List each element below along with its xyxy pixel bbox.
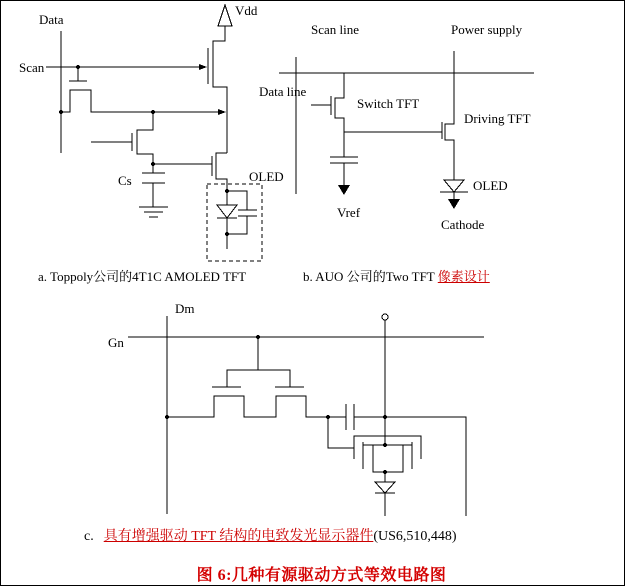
oled-diode-b-leads [440,192,468,199]
switch-tft-body [335,73,344,132]
circuit-a [19,3,284,261]
junction-dot [383,443,387,447]
label-scan-line: Scan line [311,22,360,37]
caption-b-text: b. AUO 公司的Two TFT [303,269,435,284]
terminal-circle [382,314,388,320]
rail-arrowhead [218,109,226,115]
caption-panel-b [303,266,490,285]
oled-diode-b [444,180,464,192]
label-dm: Dm [175,301,195,316]
box-tft-gatelead [328,417,354,448]
junction-dot [383,415,387,419]
driving-tft-a [213,26,227,153]
label-switch-tft: Switch TFT [357,96,420,111]
tft1-gate [69,67,87,81]
label-data: Data [39,12,64,27]
enhanced-drive-link[interactable]: 具有增强驱动 TFT 结构的电致发光显示器件 [103,529,374,544]
label-oled-b: OLED [473,178,508,193]
junction-dot [225,232,229,236]
coupling-capacitor [346,404,354,430]
caption-panel-a: a. Toppoly公司的4T1C AMOLED TFT [38,269,247,284]
cathode-arrow [448,199,460,209]
capacitor-cs [142,164,165,207]
junction-dot [59,110,63,114]
label-oled-a: OLED [249,169,284,184]
label-vref: Vref [337,205,361,220]
ground-symbol [139,207,168,217]
caption-c-marker: c. [84,529,94,544]
junction-dot [383,470,387,474]
oled-dashed-box [207,184,262,261]
junction-dot [225,189,229,193]
label-gn: Gn [108,335,124,350]
circuit-diagram [1,1,624,585]
oled-diode-c [375,482,395,493]
rail-and-tft1-channel [61,90,218,112]
circuit-b [259,22,534,232]
rail-with-channels [167,396,346,417]
label-cs: Cs [118,173,132,188]
box-tft-square [373,445,403,472]
label-cathode: Cathode [441,217,485,232]
label-power-supply: Power supply [451,22,523,37]
vref-arrow [338,185,350,195]
tft2-body [137,112,153,164]
circuit-c [108,301,484,516]
gate-connector-u [227,370,290,387]
oled-diode-a [217,205,237,218]
junction-dot [326,415,330,419]
rail-right [354,417,466,516]
scan-arrowhead [199,64,207,70]
label-data-line: Data line [259,84,307,99]
power-and-driving-tft [445,51,454,180]
label-driving-tft: Driving TFT [464,111,531,126]
figure-title: 图 6:几种有源驱动方式等效电路图 [196,567,447,584]
junction-dot [256,335,260,339]
box-tft-gates-u [354,436,421,459]
junction-dot [151,110,155,114]
tft4-body [216,153,227,191]
junction-dot [165,415,169,419]
box-tft-channels [363,442,412,469]
oled-diode-c-leads [375,472,395,516]
junction-dot [76,65,80,69]
vdd-triangle [218,5,232,26]
storage-capacitor-b [330,132,358,185]
pixel-design-link[interactable]: 像素设计 [437,269,490,284]
junction-dot [151,162,155,166]
caption-panel-c [84,525,457,545]
label-scan: Scan [19,60,45,75]
caption-c-patent: (US6,510,448) [373,529,457,544]
label-vdd: Vdd [235,3,258,18]
